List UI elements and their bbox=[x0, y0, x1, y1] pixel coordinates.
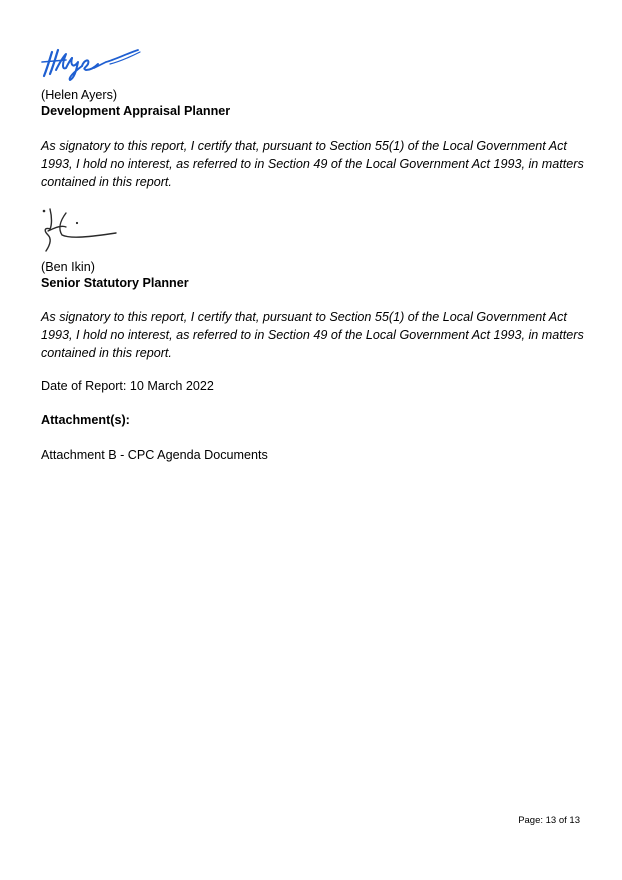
attachments-heading: Attachment(s): bbox=[41, 413, 130, 427]
page-number: Page: 13 of 13 bbox=[518, 815, 580, 826]
signature-ben-ikin bbox=[40, 207, 122, 255]
signatory-1-name: (Helen Ayers) bbox=[41, 88, 118, 102]
signatory-2-title: Senior Statutory Planner bbox=[41, 276, 189, 290]
signatory-1-certification: As signatory to this report, I certify that, pursuant to Section 55(1) of the Local Government Act 1993, I hold no interest, as referred to in Section 49 of the Local Government Act 1993, in matters contained in this report. bbox=[41, 139, 584, 189]
signatory-2-certification: As signatory to this report, I certify that, pursuant to Section 55(1) of the Local Government Act 1993, I hold no interest, as referred to in Section 49 of the Local Government Act 1993, in matters contained in this report. bbox=[41, 310, 584, 360]
signatory-1-title: Development Appraisal Planner bbox=[41, 104, 231, 118]
attachment-item: Attachment B - CPC Agenda Documents bbox=[41, 448, 268, 462]
report-date: Date of Report: 10 March 2022 bbox=[41, 379, 214, 393]
signature-helen-ayers bbox=[40, 40, 144, 82]
signatory-2-name: (Ben Ikin) bbox=[41, 260, 95, 274]
